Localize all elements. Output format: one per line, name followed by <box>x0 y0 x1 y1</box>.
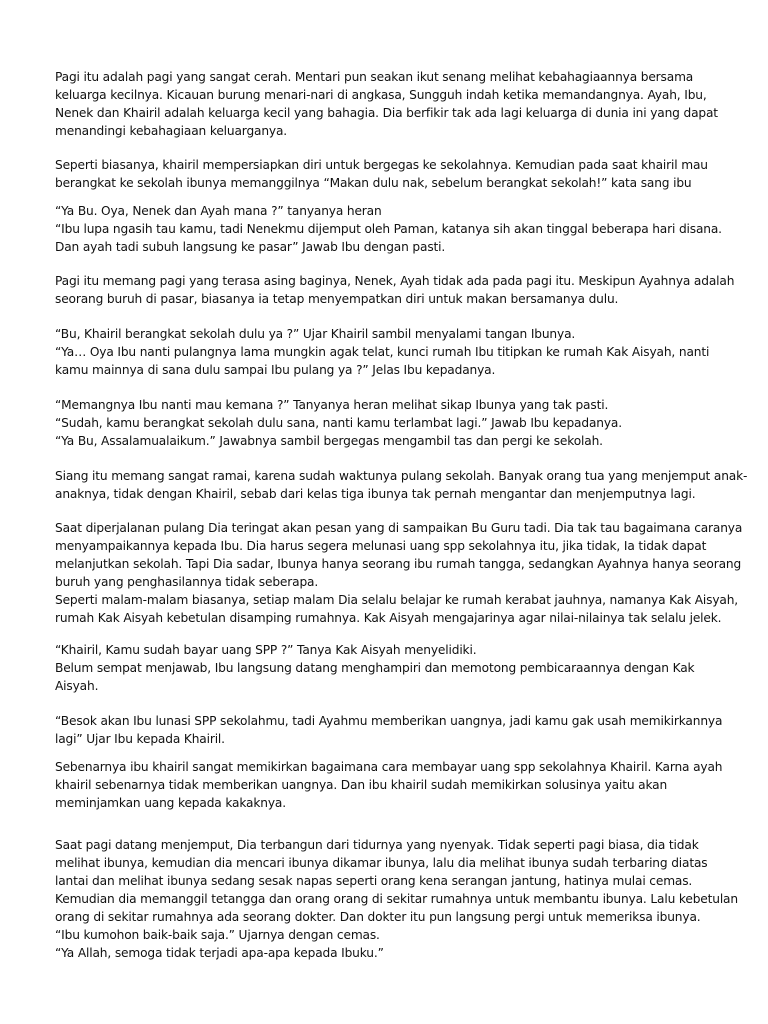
text-line: “Ya Bu, Assalamualaikum.” Jawabnya sambil bergegas mengambil tas dan pergi ke sekolah. <box>55 434 603 448</box>
text-line: menyampaikannya kepada Ibu. Dia harus segera melunasi uang spp sekolahnya itu, jika tidak, Ia tidak dapat <box>55 539 707 553</box>
text-line: berangkat ke sekolah ibunya memanggilnya “Makan dulu nak, sebelum berangkat sekolah!” kata sang ibu <box>55 176 692 190</box>
text-line: Dan ayah tadi subuh langsung ke pasar” Jawab Ibu dengan pasti. <box>55 240 446 254</box>
text-line: Saat diperjalanan pulang Dia teringat akan pesan yang di sampaikan Bu Guru tadi. Dia tak tau bagaimana caranya <box>55 521 743 535</box>
text-line: “Memangnya Ibu nanti mau kemana ?” Tanyanya heran melihat sikap Ibunya yang tak pasti. <box>55 398 609 412</box>
text-line: melanjutkan sekolah. Tapi Dia sadar, Ibunya hanya seorang ibu rumah tangga, sedangkan Ayahnya hanya seorang <box>55 557 742 571</box>
text-line: Aisyah. <box>55 679 99 693</box>
text-line: “Ya Bu. Oya, Nenek dan Ayah mana ?” tanyanya heran <box>55 204 382 218</box>
text-line: Pagi itu adalah pagi yang sangat cerah. Mentari pun seakan ikut senang melihat kebahagiaannya bersama <box>55 70 694 84</box>
text-line: melihat ibunya, kemudian dia mencari ibunya dikamar ibunya, lalu dia melihat ibunya sudah terbaring diatas <box>55 856 708 870</box>
text-line: “Khairil, Kamu sudah bayar uang SPP ?” Tanya Kak Aisyah menyelidiki. <box>55 643 477 657</box>
text-line: Belum sempat menjawab, Ibu langsung datang menghampiri dan memotong pembicaraannya dengan Kak <box>55 661 695 675</box>
text-line: lantai dan melihat ibunya sedang sesak napas seperti orang kena serangan jantung, hatinya mulai cemas. <box>55 874 693 888</box>
text-line: “Besok akan Ibu lunasi SPP sekolahmu, tadi Ayahmu memberikan uangnya, jadi kamu gak usah memikirkannya <box>55 714 723 728</box>
text-line: meminjamkan uang kepada kakaknya. <box>55 796 286 810</box>
text-line: “Ibu kumohon baik-baik saja.” Ujarnya dengan cemas. <box>55 928 380 942</box>
text-line: Pagi itu memang pagi yang terasa asing baginya, Nenek, Ayah tidak ada pada pagi itu. Meskipun Ayahnya adalah <box>55 274 735 288</box>
text-line: keluarga kecilnya. Kicauan burung menari-nari di angkasa, Sungguh indah ketika memandangnya. Ayah, Ibu, <box>55 88 707 102</box>
text-line: Nenek dan Khairil adalah keluarga kecil yang bahagia. Dia berfikir tak ada lagi keluarga di dunia ini yang dapat <box>55 106 718 120</box>
text-line: lagi” Ujar Ibu kepada Khairil. <box>55 732 225 746</box>
text-line: buruh yang penghasilannya tidak seberapa. <box>55 575 319 589</box>
text-line: “Ibu lupa ngasih tau kamu, tadi Nenekmu dijemput oleh Paman, katanya sih akan tinggal beberapa hari disana. <box>55 222 722 236</box>
text-line: Siang itu memang sangat ramai, karena sudah waktunya pulang sekolah. Banyak orang tua yang menjemput anak- <box>55 469 748 483</box>
text-line: menandingi kebahagiaan keluarganya. <box>55 124 288 138</box>
text-line: Sebenarnya ibu khairil sangat memikirkan bagaimana cara membayar uang spp sekolahnya Khairil. Karna ayah <box>55 760 723 774</box>
text-line: khairil sebenarnya tidak memberikan uangnya. Dan ibu khairil sudah memikirkan solusinya yaitu akan <box>55 778 668 792</box>
text-line: Seperti malam-malam biasanya, setiap malam Dia selalu belajar ke rumah kerabat jauhnya, namanya Kak Aisyah, <box>55 593 739 607</box>
text-line: Seperti biasanya, khairil mempersiapkan diri untuk bergegas ke sekolahnya. Kemudian pada saat khairil mau <box>55 158 708 172</box>
text-line: orang di sekitar rumahnya ada seorang dokter. Dan dokter itu pun langsung pergi untuk memeriksa ibunya. <box>55 910 701 924</box>
text-line: kamu mainnya di sana dulu sampai Ibu pulang ya ?” Jelas Ibu kepadanya. <box>55 363 496 377</box>
text-line: Kemudian dia memanggil tetangga dan orang orang di sekitar rumahnya untuk membantu ibunya. Lalu kebetulan <box>55 892 738 906</box>
text-line: “Ya… Oya Ibu nanti pulangnya lama mungkin agak telat, kunci rumah Ibu titipkan ke rumah Kak Aisyah, nanti <box>55 345 710 359</box>
text-line: rumah Kak Aisyah kebetulan disamping rumahnya. Kak Aisyah mengajarinya agar nilai-nilainya tak selalu jelek. <box>55 611 722 625</box>
text-line: Saat pagi datang menjemput, Dia terbangun dari tidurnya yang nyenyak. Tidak seperti pagi biasa, dia tidak <box>55 838 699 852</box>
text-line: “Bu, Khairil berangkat sekolah dulu ya ?” Ujar Khairil sambil menyalami tangan Ibunya. <box>55 327 576 341</box>
text-line: seorang buruh di pasar, biasanya ia tetap menyempatkan diri untuk makan bersamanya dulu. <box>55 292 619 306</box>
text-line: “Sudah, kamu berangkat sekolah dulu sana, nanti kamu terlambat lagi.” Jawab Ibu kepadanya. <box>55 416 622 430</box>
text-line: “Ya Allah, semoga tidak terjadi apa-apa kepada Ibuku.” <box>55 946 384 960</box>
text-line: anaknya, tidak dengan Khairil, sebab dari kelas tiga ibunya tak pernah mengantar dan menjemputnya lagi. <box>55 487 696 501</box>
